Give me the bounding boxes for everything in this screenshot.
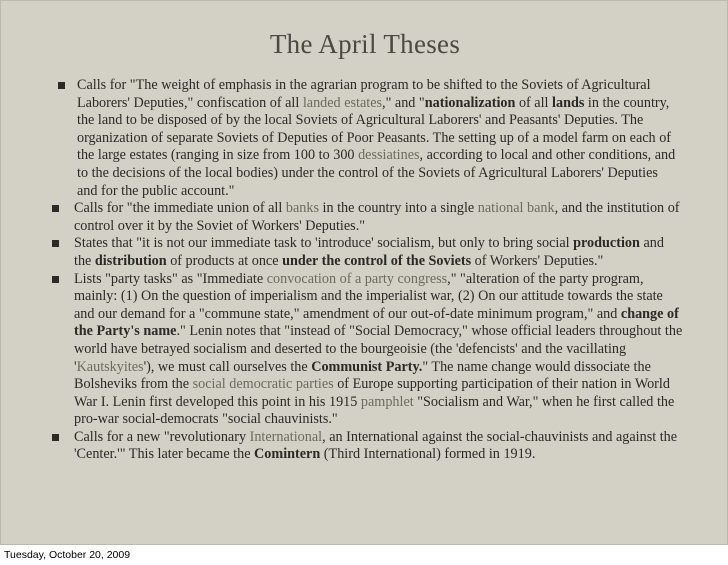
text-run: ," and " (382, 94, 425, 111)
text-run: ," "alteration of the party program, mainly: (1) On the question of imperialism and the imperialist war, (2) On our attitude towards the state and our demand for a "commune state," amendment of our out-of-date minimum program," and (74, 270, 663, 322)
bold-text: Communist Party. (311, 358, 423, 375)
link-text: pamphlet (360, 393, 414, 410)
text-run: Calls for "the immediate union of all (74, 200, 286, 217)
square-bullet-icon (52, 276, 59, 283)
bold-text: Comintern (254, 446, 321, 463)
text-run: of Europe supporting participation of their nation in World War I. Lenin first developed this point in his 1915 (74, 376, 670, 410)
bullet-item-party-tasks (74, 271, 684, 429)
bullet-item-national-bank (74, 200, 684, 235)
square-bullet-icon (52, 205, 59, 212)
text-run: , an International against the social-chauvinists and against the 'Center.'" This later became the (74, 428, 678, 463)
link-text: social democratic parties (192, 376, 334, 393)
slide-bullet-list (1, 77, 728, 464)
link-text: dessiatines (358, 147, 420, 164)
square-bullet-icon (58, 82, 65, 89)
text-run: , according to local and other conditions, and to the decisions of the local bodies) under the control of the Soviets of Agricultural Laborers' Deputies and for the public account." (77, 147, 676, 199)
link-text: Kautskyites (76, 358, 144, 375)
bullet-text (74, 200, 680, 234)
bold-text: lands (552, 94, 585, 111)
bullet-text (74, 271, 682, 428)
bullet-item-agrarian-program (77, 77, 679, 200)
bullet-item-new-international (74, 429, 684, 464)
text-run: in the country, the land to be disposed of by the local Soviets of Agricultural Laborers' and Peasants' Deputies. The organization of separate Soviets of Deputies of Poor Peasants. The setting up of a model farm on each of the large estates (ranging in size from 100 to 300 (77, 94, 672, 164)
text-run: "Socialism and War," when he first called the pro-war social-democrats "social chauvinists." (74, 393, 675, 428)
text-run: Lists "party tasks" as "Immediate (74, 270, 267, 287)
bullet-text (74, 429, 677, 463)
link-text: convocation of a party congress (266, 270, 448, 287)
bold-text: nationalization (424, 94, 516, 111)
text-run: of all (515, 94, 553, 111)
link-text: banks (285, 200, 319, 217)
bold-text: change of the Party's name (74, 305, 679, 340)
square-bullet-icon (52, 240, 59, 247)
bullet-text (77, 77, 675, 199)
text-run: of products at once (166, 252, 283, 269)
text-run: " The name change would dissociate the Bolsheviks from the (74, 358, 651, 393)
bullet-item-soviet-control (74, 235, 684, 270)
text-run: ." Lenin notes that "instead of "Social Democracy," whose official leaders throughout the world have betrayed socialism and deserted to the bourgeoisie (the 'defencists' and the vacillating ' (74, 323, 683, 375)
bold-text: distribution (94, 252, 167, 269)
bold-text: under the control of the Soviets (282, 252, 472, 269)
bold-text: production (573, 235, 640, 252)
link-text: national bank (477, 200, 555, 217)
text-run: '), we must call ourselves the (143, 358, 312, 375)
link-text: International (249, 428, 323, 445)
footer-date: Tuesday, October 20, 2009 (4, 549, 131, 561)
text-run: Calls for a new "revolutionary (74, 428, 250, 445)
text-run: States that "it is not our immediate task to 'introduce' socialism, but only to bring social (74, 235, 574, 252)
link-text: landed estates (302, 94, 383, 111)
slide-title: The April Theses (269, 29, 461, 59)
text-run: and the (74, 235, 664, 269)
text-run: (Third International) formed in 1919. (320, 446, 536, 463)
square-bullet-icon (52, 434, 59, 441)
text-run: Calls for "The weight of emphasis in the agrarian program to be shifted to the Soviets of Agricultural Laborers' Deputies," confiscation of all (77, 77, 651, 111)
text-run: in the country into a single (318, 200, 478, 217)
bullet-text (74, 235, 664, 269)
text-run: of Workers' Deputies." (471, 252, 604, 269)
text-run: , and the institution of control over it by the Soviet of Workers' Deputies." (74, 200, 680, 234)
